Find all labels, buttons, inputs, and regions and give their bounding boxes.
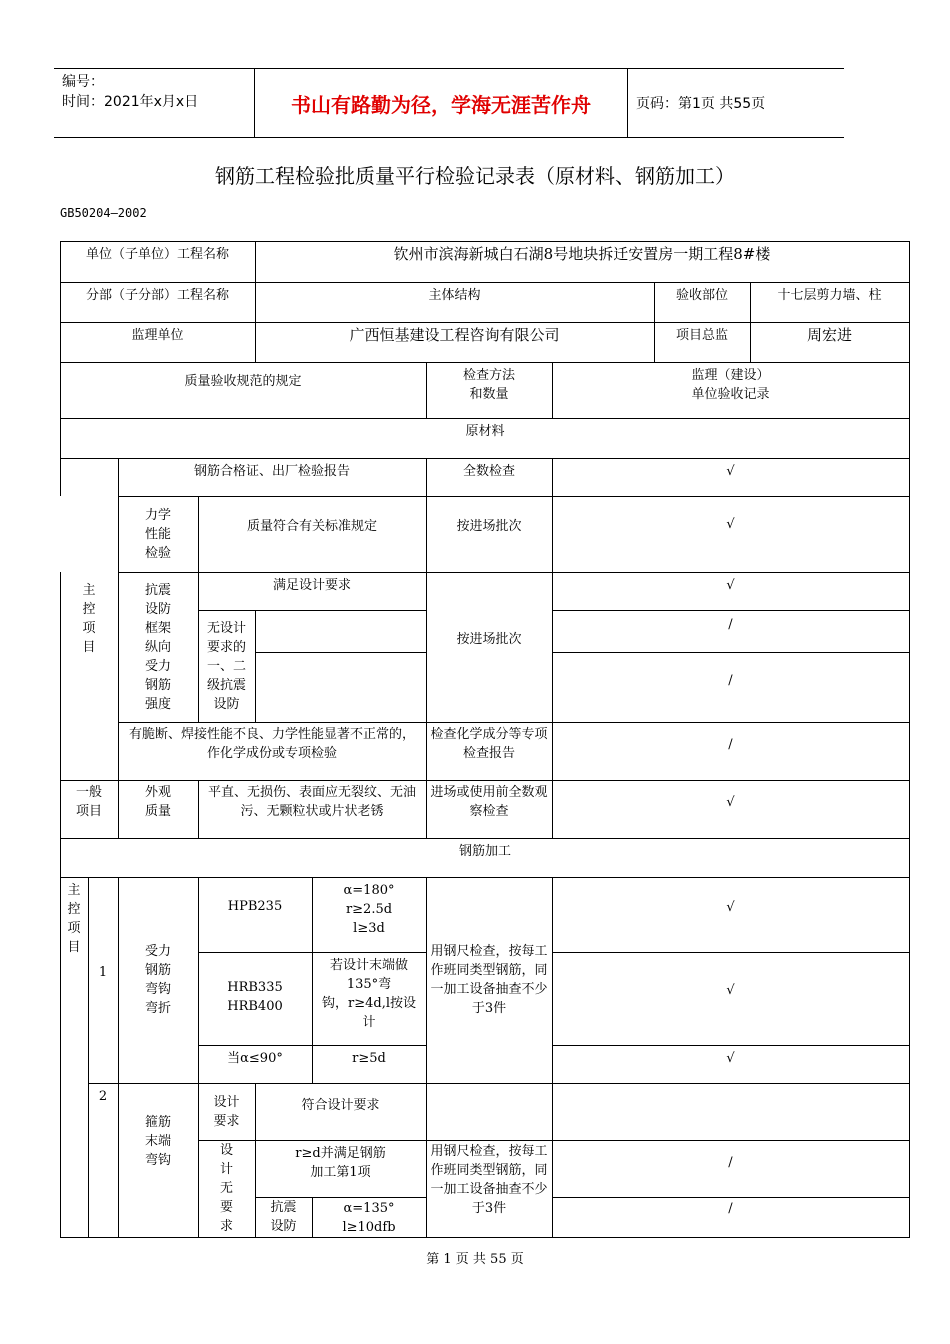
- hrb-label: HRB335 HRB400: [227, 980, 283, 1014]
- seis2-label: 抗震 设防: [270, 1200, 297, 1234]
- unit-name-value: 钦州市滨海新城白石湖8号地块拆迁安置房一期工程8#楼: [393, 245, 771, 263]
- item2-number: 2: [98, 1089, 108, 1104]
- slogan: 书山有路勤为径，学海无涯苦作舟: [255, 69, 628, 137]
- standard-code: GB50204—2002: [60, 206, 147, 220]
- part-name-value: 主体结构: [428, 288, 481, 303]
- supervisor-value: 广西恒基建设工程咨询有限公司: [349, 326, 560, 344]
- cert-method: 全数检查: [462, 464, 515, 479]
- no-req-label: 设 计 无 要 求: [219, 1143, 233, 1234]
- cert-record: √: [726, 464, 735, 479]
- part-name-label: 分部（子分部）工程名称: [85, 288, 229, 303]
- main-items-label-2: 主 控 项 目: [67, 883, 81, 955]
- unit-name-label: 单位（子单位）工程名称: [85, 247, 229, 262]
- chief-value: 周宏进: [806, 326, 852, 344]
- no-req-spec: r≥d并满足钢筋 加工第1项: [295, 1146, 386, 1180]
- seismic-record: √: [726, 578, 735, 593]
- design-req-label: 设计 要求: [213, 1094, 240, 1129]
- hpb-label: HPB235: [227, 899, 283, 914]
- hpb-spec: α=180° r≥2.5d l≥3d: [343, 883, 395, 936]
- seis2-spec: α=135° l≥10dfb: [342, 1201, 396, 1235]
- chief-label: 项目总监: [675, 328, 728, 343]
- col-spec-header: 质量验收规范的规定: [184, 374, 302, 389]
- brittle-record: /: [728, 736, 733, 752]
- supervisor-label: 监理单位: [131, 328, 184, 343]
- angle-label: 当α≤90°: [227, 1051, 283, 1066]
- hrb-spec: 若设计末端做 135°弯 钩，r≥4d,l按设 计: [322, 958, 416, 1030]
- header-info: [54, 69, 255, 137]
- mech-record: √: [726, 516, 735, 532]
- no-design-label: 无设计 要求的 一、二 级抗震 设防: [206, 620, 246, 712]
- document-title: 钢筋工程检验批质量平行检验记录表（原材料、钢筋加工）: [215, 164, 735, 188]
- item1-label: 受力 钢筋 弯钩 弯折: [144, 944, 171, 1016]
- seis2-record: /: [728, 1200, 733, 1216]
- page-header: [54, 68, 844, 138]
- hrb-record: √: [726, 982, 735, 998]
- item1-number: 1: [98, 964, 108, 980]
- col-method-header: 检查方法 和数量: [462, 368, 515, 402]
- appearance-record: √: [726, 794, 735, 810]
- item2-label: 箍筋 末端 弯钩: [144, 1115, 171, 1168]
- col-record-header: 监理（建设） 单位验收记录: [691, 368, 770, 402]
- general-items-label: 一般 项目: [75, 785, 102, 819]
- no-design-record-1: /: [728, 616, 733, 632]
- mech-method: 按进场批次: [456, 518, 522, 534]
- design-req-spec: 符合设计要求: [301, 1098, 380, 1113]
- brittle-spec: 有脆断、焊接性能不良、力学性能显著不正常的，作化学成份或专项检验: [128, 727, 415, 761]
- angle-record: √: [726, 1051, 735, 1066]
- seismic-spec: 满足设计要求: [272, 578, 351, 593]
- acceptance-part-label: 验收部位: [675, 288, 728, 303]
- cert-spec: 钢筋合格证、出厂检验报告: [193, 464, 350, 479]
- main-items-label: 主 控 项 目: [82, 583, 96, 655]
- mech-spec: 质量符合有关标准规定: [246, 518, 377, 534]
- acceptance-part-value: 十七层剪力墙、柱: [777, 288, 882, 303]
- angle-spec: r≥5d: [352, 1051, 386, 1066]
- hpb-record: √: [726, 899, 735, 915]
- page-label: 页码：第1页 共55页: [636, 96, 766, 112]
- appearance-method: 进场或使用前全数观察检查: [430, 785, 548, 819]
- no-design-record-2: /: [728, 672, 733, 688]
- brittle-method: 检查化学成分等专项检查报告: [430, 727, 548, 761]
- time-label: 时间：2021年x月x日: [62, 94, 199, 110]
- appearance-label: 外观 质量: [144, 785, 171, 819]
- mech-label: 力学 性能 检验: [144, 507, 171, 561]
- no-req-record: /: [728, 1154, 733, 1170]
- item1-method: 用钢尺检查，按每工作班同类型钢筋，同一加工设备抽查不少于3件: [430, 944, 548, 1016]
- page-footer: 第 1 页 共 55 页: [426, 1252, 524, 1267]
- number-label: 编号：: [62, 74, 104, 90]
- seismic-label: 抗震 设防 框架 纵向 受力 钢筋 强度: [144, 582, 171, 712]
- appearance-spec: 平直、无损伤、表面应无裂纹、无油污、无颗粒状或片状老锈: [207, 785, 416, 819]
- seismic-method: 按进场批次: [456, 631, 522, 647]
- section-processing: 钢筋加工: [458, 844, 511, 859]
- section-raw-material: 原材料: [465, 424, 505, 439]
- item2-method: 用钢尺检查，按每工作班同类型钢筋，同一加工设备抽查不少于3件: [430, 1144, 548, 1216]
